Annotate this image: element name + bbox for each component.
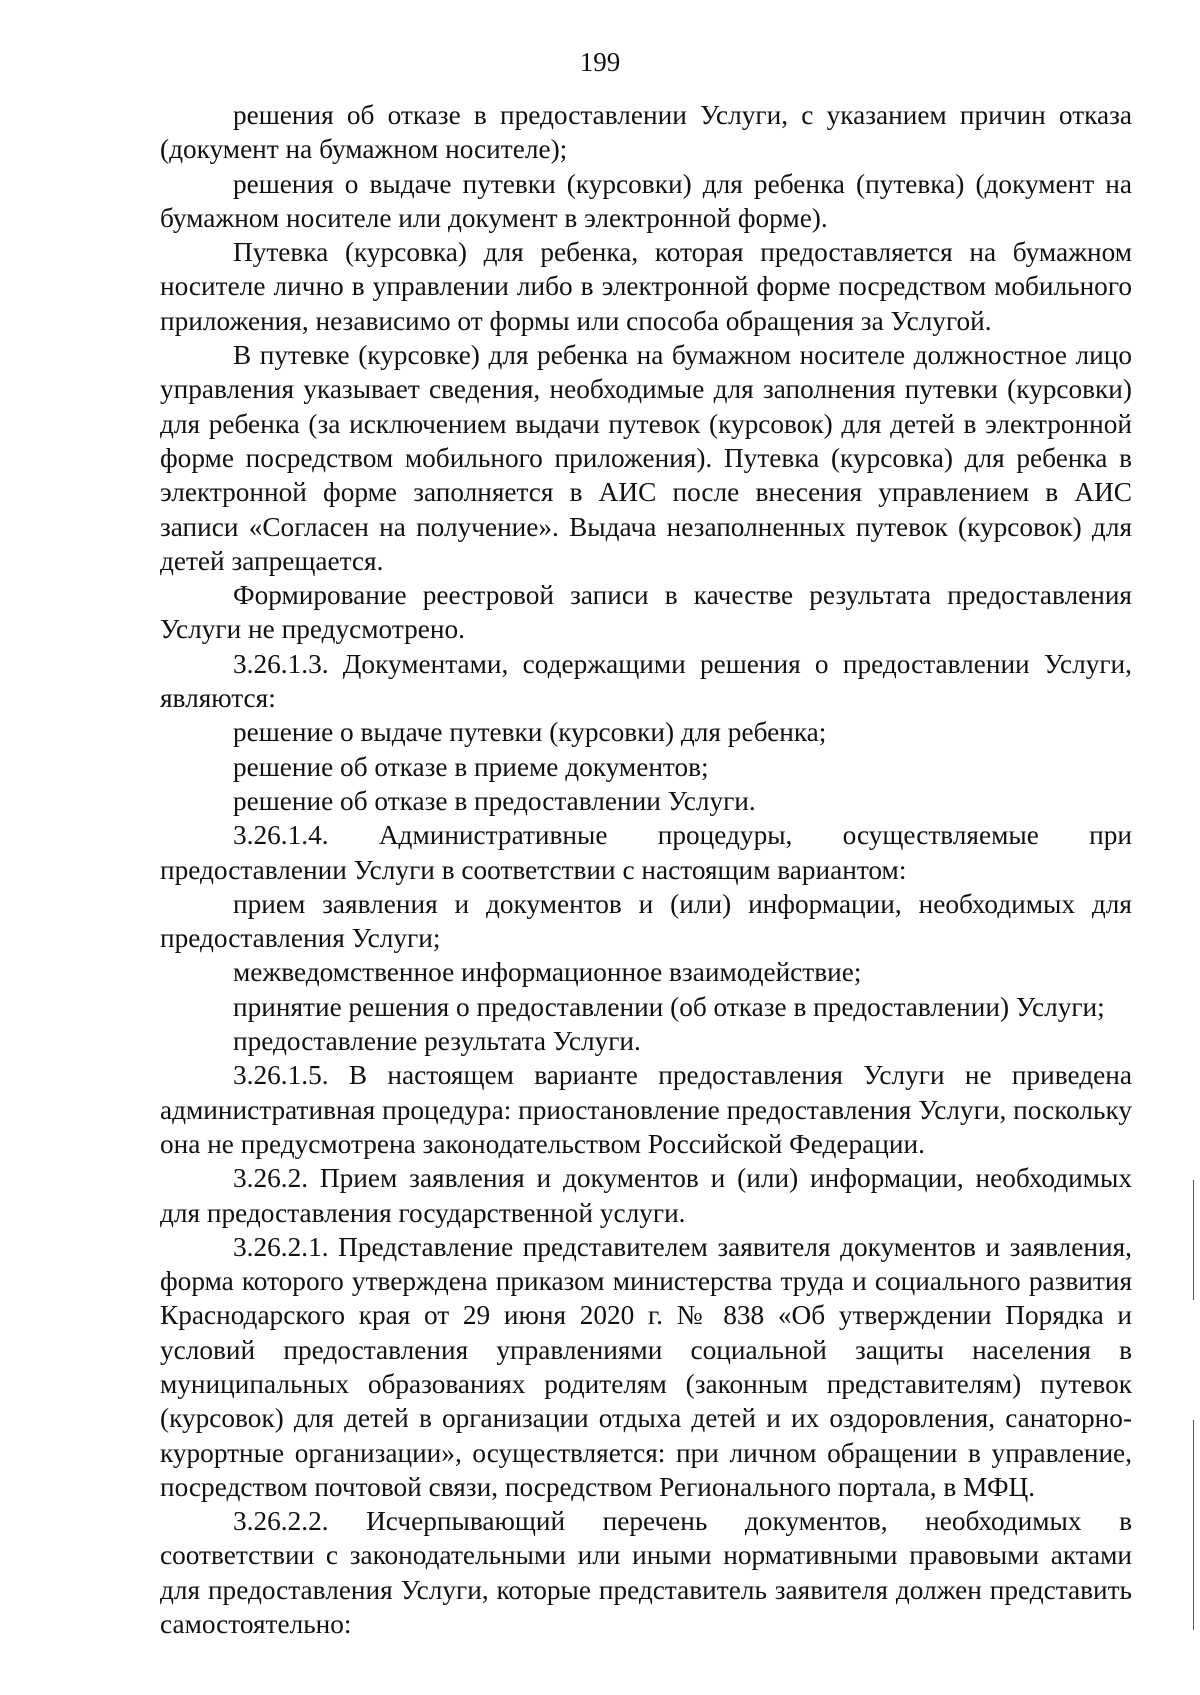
paragraph: 3.26.2. Прием заявления и документов и (или) информации, необходимых для предоставления государственной услуги. — [160, 1163, 1132, 1228]
paragraph: 3.26.2.1. Представление представителем заявителя документов и заявления, форма которого утверждена приказом министерства труда и социального развития Краснодарского края от 29 июня 2020 г. № 838 «Об утверждении Порядка и условий предоставления управлениями социальной защиты населения в муниципальных образованиях родителям (законным представителям) путевок (курсовок) для детей в организации отдыха детей и их оздоровления, санаторно-курортные организации», осуществляется: при личном обращении в управление, посредством почтовой связи, посредством Регионального портала, в МФЦ. — [160, 1231, 1132, 1502]
paragraph: решение о выдаче путевки (курсовки) для ребенка; — [233, 717, 827, 748]
paragraph: решения об отказе в предоставлении Услуги, с указанием причин отказа (документ на бумажном носителе); — [160, 100, 1132, 165]
paragraph: Путевка (курсовка) для ребенка, которая предоставляется на бумажном носителе лично в управлении либо в электронной форме посредством мобильного приложения, независимо от формы или способа обращения за Услугой. — [160, 237, 1132, 336]
scan-edge-mark — [1193, 1180, 1194, 1300]
scan-edge-mark — [1193, 1420, 1194, 1630]
paragraph: прием заявления и документов и (или) информации, необходимых для предоставления Услуги; — [160, 888, 1132, 954]
paragraph: 3.26.1.5. В настоящем варианте предоставления Услуги не приведена административная процедура: приостановление предоставления Услуги, поскольку она не предусмотрена законодательством Российской Федерации. — [160, 1060, 1132, 1159]
paragraph: 3.26.1.3. Документами, содержащими решения о предоставлении Услуги, являются: — [160, 648, 1132, 714]
page-number: 199 — [579, 47, 621, 77]
paragraph: решение об отказе в предоставлении Услуги. — [233, 785, 756, 816]
paragraph: межведомственное информационное взаимодействие; — [233, 957, 862, 988]
paragraph: принятие решения о предоставлении (об отказе в предоставлении) Услуги; — [233, 991, 1105, 1022]
paragraph: решение об отказе в приеме документов; — [233, 751, 709, 782]
paragraph: 3.26.2.2. Исчерпывающий перечень документов, необходимых в соответствии с законодательными или иными нормативными правовыми актами для предоставления Услуги, которые представитель заявителя должен представить самостоятельно: — [160, 1506, 1132, 1640]
paragraph: предоставление результата Услуги. — [233, 1026, 641, 1057]
paragraph: Формирование реестровой записи в качестве результата предоставления Услуги не предусмотрено. — [160, 580, 1132, 645]
document-body — [160, 98, 1132, 1641]
paragraph: решения о выдаче путевки (курсовки) для ребенка (путевка) (документ на бумажном носителе или документ в электронной форме). — [160, 168, 1132, 233]
paragraph: 3.26.1.4. Административные процедуры, осуществляемые при предоставлении Услуги в соответствии с настоящим вариантом: — [160, 820, 1132, 885]
paragraph: В путевке (курсовке) для ребенка на бумажном носителе должностное лицо управления указывает сведения, необходимые для заполнения путевки (курсовки) для ребенка (за исключением выдачи путевок (курсовок) для детей в электронной форме посредством мобильного приложения). Путевка (курсовка) для ребенка в электронной форме заполняется в АИС после внесения управлением в АИС записи «Согласен на получение». Выдача незаполненных путевок (курсовок) для детей запрещается. — [160, 340, 1132, 576]
